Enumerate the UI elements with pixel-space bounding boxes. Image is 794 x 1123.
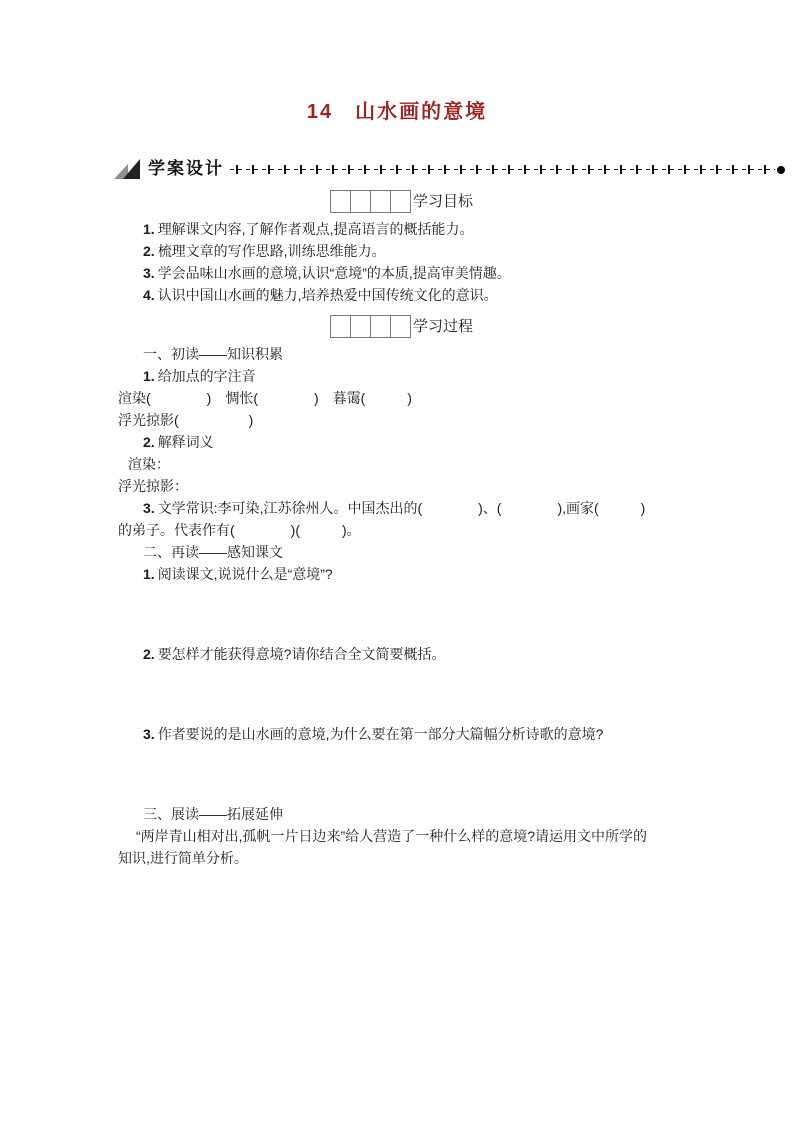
- goal-item: [118, 240, 734, 262]
- goals-label-row: [330, 190, 794, 213]
- item-text: 阅读课文,说说什么是“意境”?: [157, 566, 333, 582]
- process-heading: 学习过程: [413, 318, 474, 335]
- item-number: 2.: [143, 646, 155, 662]
- term-line: 浮光掠影：: [118, 478, 188, 494]
- goals-list: [118, 218, 734, 306]
- question-line: [118, 497, 734, 519]
- question-line: [118, 431, 734, 453]
- banner-label: 学案设计: [148, 159, 224, 178]
- item-text: 解释词义: [157, 434, 214, 450]
- item-number: 4.: [143, 287, 155, 303]
- empty-box: [330, 315, 351, 338]
- empty-box: [330, 190, 351, 213]
- flag-triangle-icon: [113, 158, 143, 180]
- item-text: 给加点的字注音: [157, 368, 256, 384]
- goal-item: [118, 284, 734, 306]
- goal-item: [118, 218, 734, 240]
- item-text: 要怎样才能获得意境?请你结合全文简要概括。: [157, 646, 446, 662]
- empty-box: [370, 190, 391, 213]
- extension-line: 知识,进行简单分析。: [118, 850, 248, 866]
- answer-space: [118, 585, 734, 643]
- item-text: 认识中国山水画的魅力,培养热爱中国传统文化的意识。: [157, 287, 498, 303]
- question-line: [118, 365, 734, 387]
- extension-line: “两岸青山相对出,孤帆一片日边来”给人营造了一种什么样的意境?请运用文中所学的: [136, 828, 647, 844]
- empty-box: [370, 315, 391, 338]
- section-heading-part1: 一、初读——知识积累: [143, 346, 283, 362]
- item-number: 1.: [143, 368, 155, 384]
- item-text: 梳理文章的写作思路,训练思维能力。: [157, 243, 386, 259]
- empty-box: [390, 190, 411, 213]
- goals-heading: 学习目标: [413, 193, 474, 210]
- page-title: 14 山水画的意境: [306, 101, 488, 123]
- item-number: 1.: [143, 221, 155, 237]
- answer-box-grid: [330, 190, 411, 213]
- section-banner: [113, 154, 785, 180]
- question-line: [118, 563, 734, 585]
- answer-space: [118, 665, 734, 723]
- pinyin-line: 渲染( ) 惆怅( ) 暮霭( ): [118, 390, 412, 406]
- leader-end-dot: [777, 166, 785, 174]
- item-number: 3.: [143, 500, 155, 516]
- item-text: 学会品味山水画的意境,认识“意境”的本质,提高审美情趣。: [157, 265, 511, 281]
- answer-box-grid: [330, 315, 411, 338]
- goal-item: [118, 262, 734, 284]
- item-number: 2.: [143, 243, 155, 259]
- empty-box: [390, 315, 411, 338]
- pinyin-line: 浮光掠影( ): [118, 412, 254, 428]
- empty-box: [350, 315, 371, 338]
- answer-space: [118, 745, 734, 803]
- question-line: [118, 723, 734, 745]
- process-label-row: [330, 315, 794, 338]
- process-content: [118, 343, 734, 869]
- dotted-leader-line: [230, 165, 775, 174]
- section-heading-part3: 三、展读——拓展延伸: [143, 806, 283, 822]
- item-number: 1.: [143, 566, 155, 582]
- term-line: 渲染：: [128, 456, 170, 472]
- item-text: 作者要说的是山水画的意境,为什么要在第一部分大篇幅分析诗歌的意境?: [157, 726, 604, 742]
- item-number: 3.: [143, 265, 155, 281]
- empty-box: [350, 190, 371, 213]
- item-text: 理解课文内容,了解作者观点,提高语言的概括能力。: [157, 221, 474, 237]
- continuation-line: 的弟子。代表作有( )( )。: [118, 522, 361, 538]
- item-text: 文学常识:李可染,江苏徐州人。中国杰出的( )、( ),画家( ): [157, 500, 646, 516]
- item-number: 2.: [143, 434, 155, 450]
- section-heading-part2: 二、再读——感知课文: [143, 544, 283, 560]
- item-number: 3.: [143, 726, 155, 742]
- question-line: [118, 643, 734, 665]
